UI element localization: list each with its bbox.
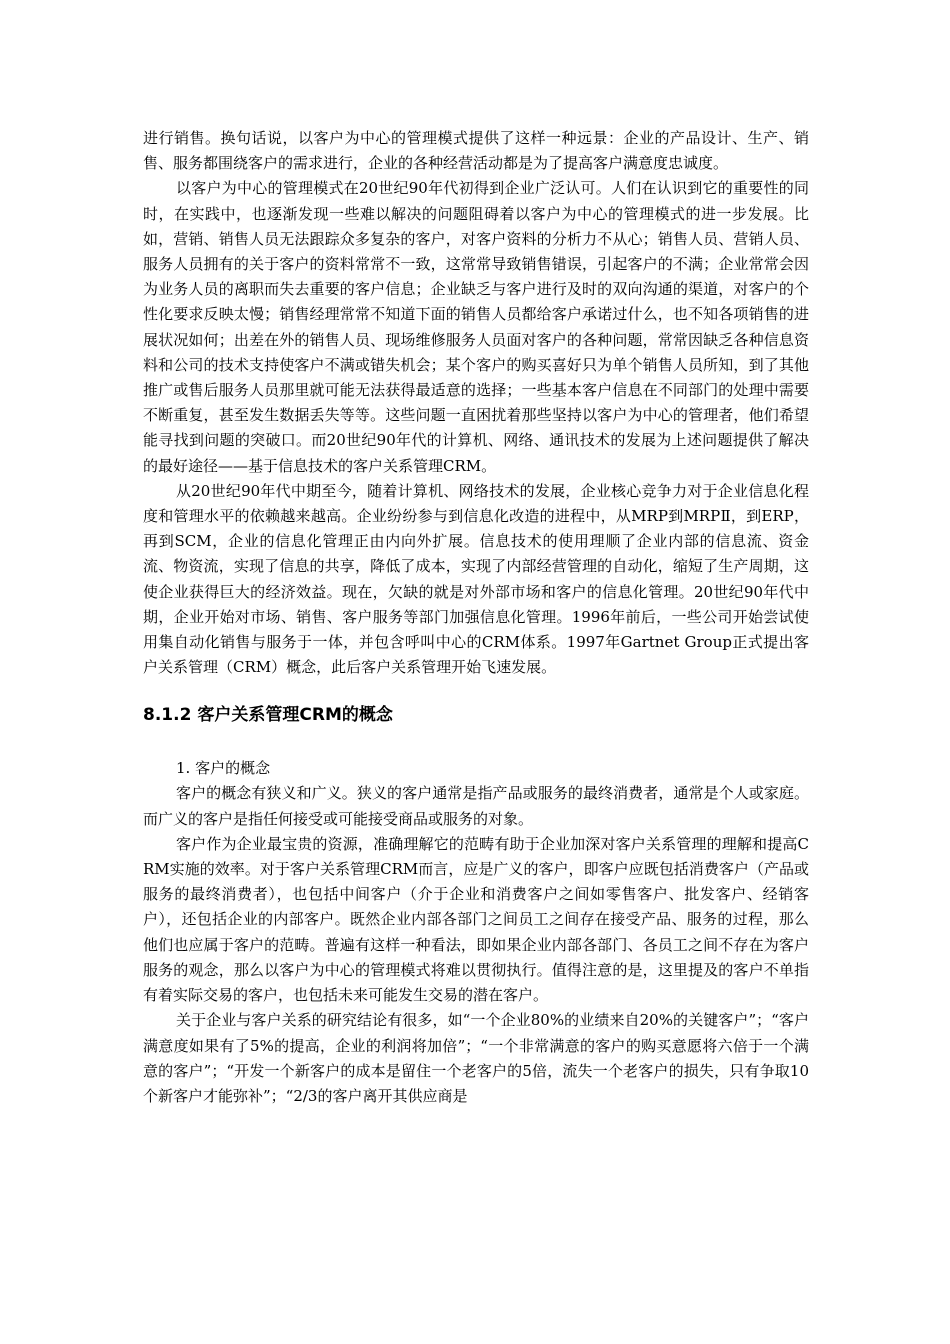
paragraph-crm-development: 从20世纪90年代中期至今，随着计算机、网络技术的发展，企业核心竞争力对于企业信息化程度和管理水平的依赖越来越高。企业纷纷参与到信息化改造的进程中，从MRP到MRPⅡ，到ERP，再到SCM，企业的信息化管理正由内向外扩展。信息技术的使用理顺了企业内部的信息流、资金流、物资流，实现了信息的共享，降低了成本，实现了内部经营管理的自动化，缩短了生产周期，这使企业获得巨大的经济效益。现在，欠缺的就是对外部市场和客户的信息化管理。20世纪90年代中期，企业开始对市场、销售、客户服务等部门加强信息化管理。1996年前后，一些公司开始尝试使用集自动化销售与服务于一体，并包含呼叫中心的CRM体系。1997年Gartnet Group正式提出客户关系管理（CRM）概念，此后客户关系管理开始飞速发展。 (143, 481, 809, 677)
section-title: 客户关系管理CRM的概念 (197, 705, 393, 726)
paragraph-crm-origin: 以客户为中心的管理模式在20世纪90年代初得到企业广泛认可。人们在认识到它的重要性的同时，在实践中，也逐渐发现一些难以解决的问题阻碍着以客户为中心的管理模式的进一步发展。比如，营销、销售人员无法跟踪众多复杂的客户，对客户资料的分析力不从心；销售人员、营销人员、服务人员拥有的关于客户的资料常常不一致，这常常导致销售错误，引起客户的不满；企业常常会因为业务人员的离职而失去重要的客户信息；企业缺乏与客户进行及时的双向沟通的渠道，对客户的个性化要求反映太慢；销售经理常常不知道下面的销售人员都给客户承诺过什么，也不知各项销售的进展状况如何；出差在外的销售人员、现场维修服务人员面对客户的各种问题，常常因缺乏各种信息资料和公司的技术支持使客户不满或错失机会；某个客户的购买喜好只为单个销售人员所知，到了其他推广或售后服务人员那里就可能无法获得最适意的选择；一些基本客户信息在不同部门的处理中需要不断重复，甚至发生数据丢失等等。这些问题一直困扰着那些坚持以客户为中心的管理者，他们希望能寻找到问题的突破口。而20世纪90年代的计算机、网络、通讯技术的发展为上述问题提供了解决的最好途径——基于信息技术的客户关系管理CRM。 (143, 179, 809, 475)
section-number: 8.1.2 (143, 705, 192, 726)
paragraph-customer-definition: 客户的概念有狭义和广义。狭义的客户通常是指产品或服务的最终消费者，通常是个人或家庭。而广义的客户是指任何接受或可能接受商品或服务的对象。 (143, 784, 809, 828)
document-page (143, 126, 809, 1109)
paragraph-customer-scope: 客户作为企业最宝贵的资源，准确理解它的范畴有助于企业加深对客户关系管理的理解和提高CRM实施的效率。对于客户关系管理CRM而言，应是广义的客户，即客户应既包括消费客户（产品或服务的最终消费者），也包括中间客户（介于企业和消费客户之间如零售客户、批发客户、经销客户），还包括企业的内部客户。既然企业内部各部门之间员工之间存在接受产品、服务的过程，那么他们也应属于客户的范畴。普遍有这样一种看法，即如果企业内部各部门、各员工之间不存在为客户服务的观念，那么以客户为中心的管理模式将难以贯彻执行。值得注意的是，这里提及的客户不单指有着实际交易的客户，也包括未来可能发生交易的潜在客户。 (143, 834, 809, 1005)
paragraph-continuation: 进行销售。换句话说，以客户为中心的管理模式提供了这样一种远景：企业的产品设计、生产、销售、服务都围绕客户的需求进行，企业的各种经营活动都是为了提高客户满意度忠诚度。 (143, 129, 809, 173)
subsection-heading: 1. 客户的概念 (176, 759, 271, 778)
section-heading (143, 702, 809, 728)
paragraph-customer-research: 关于企业与客户关系的研究结论有很多，如“一个企业80%的业绩来自20%的关键客户”；“客户满意度如果有了5%的提高，企业的利润将加倍”；“一个非常满意的客户的购买意愿将六倍于一个满意的客户”；“开发一个新客户的成本是留住一个老客户的5倍，流失一个老客户的损失，只有争取10个新客户才能弥补”；“2/3的客户离开其供应商是 (143, 1011, 809, 1105)
